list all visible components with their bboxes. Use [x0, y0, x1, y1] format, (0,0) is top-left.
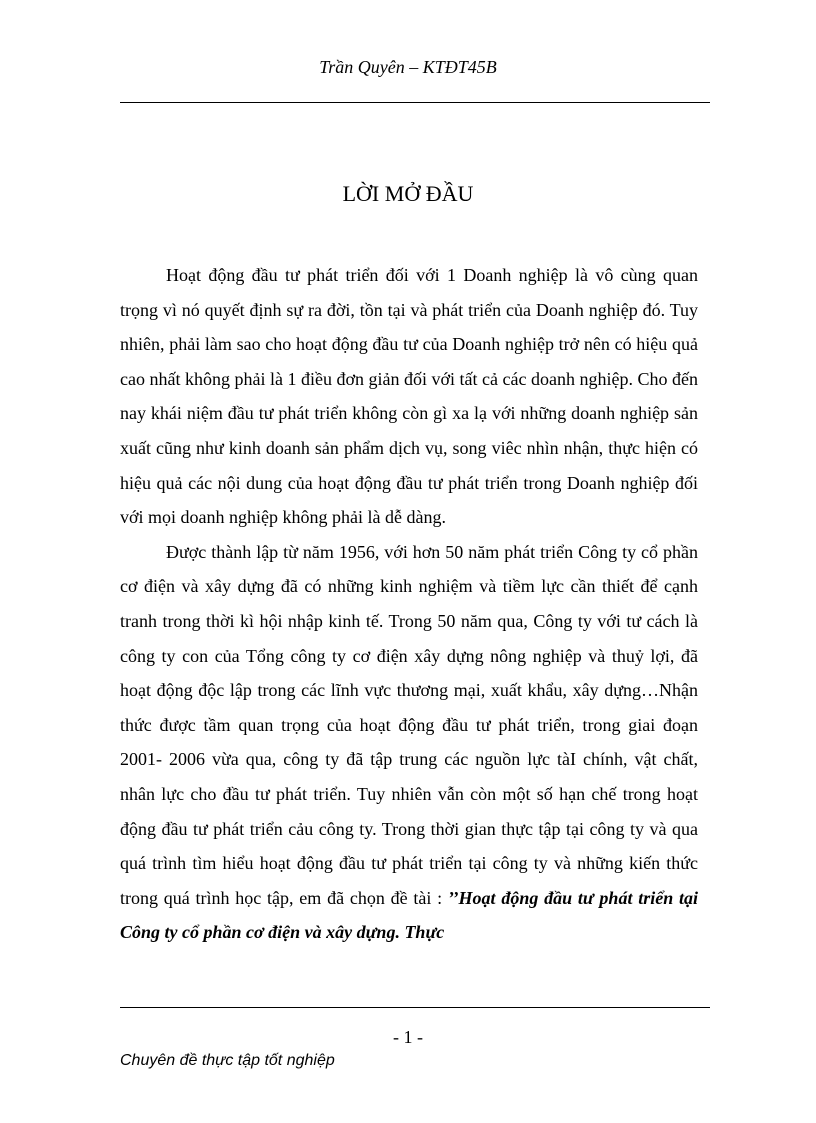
paragraph-2 — [120, 535, 698, 950]
footer-divider — [120, 1007, 710, 1008]
document-body — [120, 258, 698, 950]
paragraph-2-emphasis: ’’Hoạt động đầu tư phát triển tại Công ty cổ phần cơ điện và xây dựng. Thực — [120, 887, 698, 943]
page-title: LỜI MỞ ĐẦU — [342, 181, 474, 206]
footer-document-type: Chuyên đề thực tập tốt nghiệp — [120, 1052, 335, 1069]
page-number: - 1 - — [393, 1027, 423, 1047]
page-header-author: Trần Quyên – KTĐT45B — [319, 57, 497, 77]
header-divider — [120, 102, 710, 103]
paragraph-1-text: Hoạt động đầu tư phát triển đối với 1 Doanh nghiệp là vô cùng quan trọng vì nó quyết định sự ra đời, tồn tại và phát triển của Doanh nghiệp đó. Tuy nhiên, phải làm sao cho hoạt động đầu tư của Doanh nghiệp trở nên có hiệu quả cao nhất không phải là 1 điều đơn giản đối với tất cả các doanh nghiệp. Cho đến nay khái niệm đầu tư phát triển không còn gì xa lạ với những doanh nghiệp sản xuất cũng như kinh doanh sản phẩm dịch vụ, song viêc nhìn nhận, thực hiện có hiệu quả các nội dung của hoạt động đầu tư phát triển trong Doanh nghiệp đối với mọi doanh nghiệp không phải là dễ dàng. — [120, 265, 698, 528]
paragraph-2-text: Được thành lập từ năm 1956, với hơn 50 năm phát triển Công ty cổ phần cơ điện và xây dựng đã có những kinh nghiệm và tiềm lực cần thiết để cạnh tranh trong thời kì hội nhập kinh tế. Trong 50 năm qua, Công ty với tư cách là công ty con của Tổng công ty cơ điện xây dựng nông nghiệp và thuỷ lợi, đã hoạt động độc lập trong các lĩnh vực thương mại, xuất khẩu, xây dựng…Nhận thức được tầm quan trọng của hoạt động đầu tư phát triển, trong giai đoạn 2001- 2006 vừa qua, công ty đã tập trung các nguồn lực tàI chính, vật chất, nhân lực cho đầu tư phát triển. Tuy nhiên vẫn còn một số hạn chế trong hoạt động đầu tư phát triển cảu công ty. Trong thời gian thực tập tại công ty và qua quá trình tìm hiểu hoạt động đầu tư phát triển tại công ty và những kiến thức trong quá trình học tập, em đã chọn đề tài : — [120, 541, 698, 908]
paragraph-1 — [120, 258, 698, 535]
